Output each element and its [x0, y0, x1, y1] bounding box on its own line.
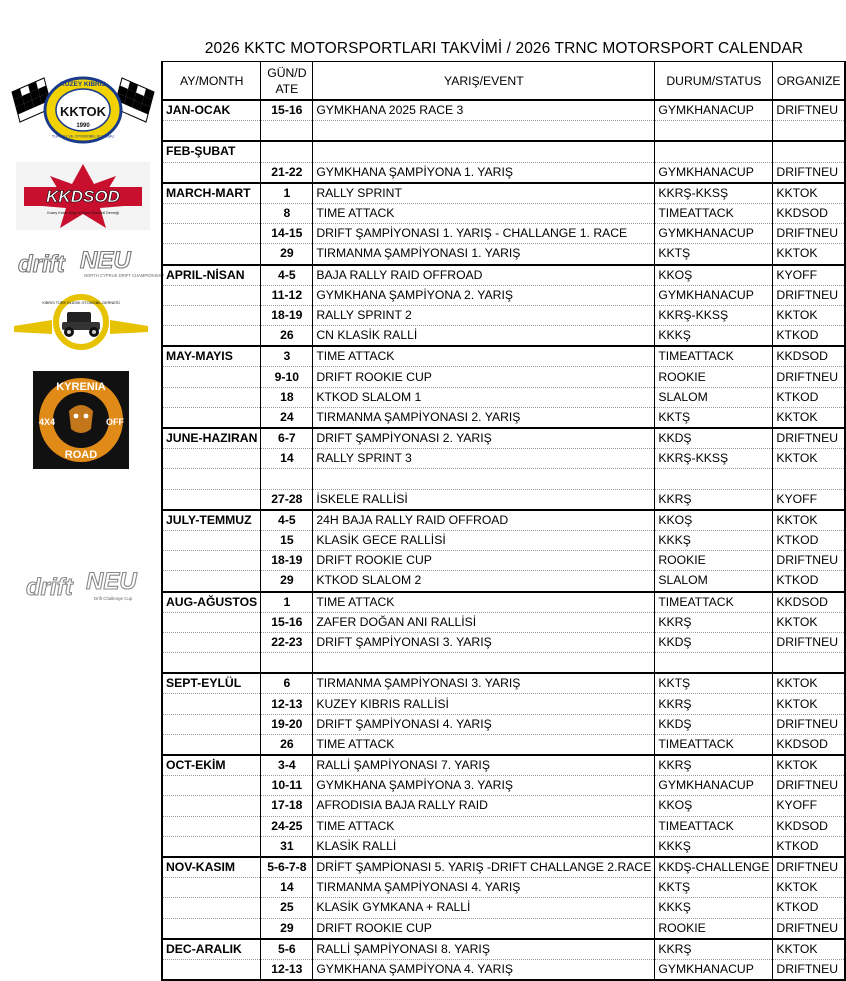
- event-cell: ZAFER DOĞAN ANI RALLİSİ: [313, 612, 655, 632]
- organizer-cell: DRIFTNEU: [773, 959, 845, 980]
- date-cell: 25: [261, 898, 313, 918]
- organizer-cell: KKDSOD: [773, 592, 845, 613]
- month-cell: [162, 489, 261, 510]
- event-cell: TIRMANMA ŞAMPİYONASI 4. YARIŞ: [313, 878, 655, 898]
- event-cell: KUZEY KIBRIS RALLİSİ: [313, 694, 655, 714]
- date-cell: 8: [261, 203, 313, 223]
- month-cell: [162, 326, 261, 347]
- date-cell: 15-16: [261, 100, 313, 121]
- organizer-cell: KTKOD: [773, 387, 845, 407]
- status-cell: KKTŞ: [655, 244, 773, 265]
- table-row: [162, 449, 845, 469]
- status-cell: GYMKHANACUP: [655, 285, 773, 305]
- status-cell: TIMEATTACK: [655, 734, 773, 755]
- klasik-otomobil-logo: [12, 296, 150, 348]
- organizer-cell: KKDSOD: [773, 203, 845, 223]
- date-cell: [261, 653, 313, 674]
- status-cell: KKRŞ-KKSŞ: [655, 449, 773, 469]
- organizer-cell: DRIFTNEU: [773, 632, 845, 652]
- date-cell: 1: [261, 592, 313, 613]
- organizer-cell: KKTOK: [773, 878, 845, 898]
- date-cell: 5-6-7-8: [261, 857, 313, 878]
- status-cell: GYMKHANACUP: [655, 224, 773, 244]
- status-cell: GYMKHANACUP: [655, 100, 773, 121]
- event-cell: KLASİK GYMKANA + RALLİ: [313, 898, 655, 918]
- organizer-cell: KKTOK: [773, 612, 845, 632]
- status-cell: KKDŞ: [655, 632, 773, 652]
- table-row: [162, 469, 845, 489]
- month-cell: [162, 918, 261, 939]
- organizer-cell: KKTOK: [773, 449, 845, 469]
- status-cell: KKOŞ: [655, 510, 773, 531]
- organizer-cell: KKTOK: [773, 407, 845, 428]
- month-cell: [162, 203, 261, 223]
- month-cell: [162, 571, 261, 592]
- date-cell: 11-12: [261, 285, 313, 305]
- status-cell: KKRŞ: [655, 939, 773, 960]
- organizer-cell: KTKOD: [773, 530, 845, 550]
- organizer-cell: [773, 469, 845, 489]
- date-cell: 29: [261, 244, 313, 265]
- date-cell: 5-6: [261, 939, 313, 960]
- page-title: 2026 KKTC MOTORSPORTLARI TAKVİMİ / 2026 TRNC MOTORSPORT CALENDAR: [204, 40, 804, 57]
- organizer-cell: KYOFF: [773, 796, 845, 816]
- date-cell: 18-19: [261, 551, 313, 571]
- event-cell: RALLİ ŞAMPİYONASI 8. YARIŞ: [313, 939, 655, 960]
- date-cell: 26: [261, 734, 313, 755]
- month-cell: [162, 959, 261, 980]
- event-cell: GYMKHANA ŞAMPİYONA 2. YARIŞ: [313, 285, 655, 305]
- kyrenia-top-text: KYRENIA: [56, 381, 106, 393]
- table-row: [162, 959, 845, 980]
- table-row: [162, 673, 845, 694]
- event-cell: KLASİK GECE RALLİSİ: [313, 530, 655, 550]
- calendar-table: [161, 61, 846, 981]
- status-cell: SLALOM: [655, 387, 773, 407]
- table-row: [162, 285, 845, 305]
- status-cell: KKTŞ: [655, 407, 773, 428]
- organizer-cell: KKTOK: [773, 305, 845, 325]
- date-cell: [261, 141, 313, 162]
- table-row: [162, 714, 845, 734]
- table-row: [162, 612, 845, 632]
- status-cell: KKRŞ: [655, 694, 773, 714]
- event-cell: DRIFT ŞAMPİYONASI 2. YARIŞ: [313, 428, 655, 449]
- table-row: [162, 224, 845, 244]
- status-cell: KKKŞ: [655, 836, 773, 857]
- organizer-cell: KKTOK: [773, 755, 845, 776]
- month-cell: [162, 387, 261, 407]
- organizer-cell: [773, 121, 845, 142]
- event-cell: KLASİK RALLİ: [313, 836, 655, 857]
- driftneu2-drift-text: drift: [26, 574, 73, 601]
- table-row: [162, 836, 845, 857]
- month-cell: [162, 285, 261, 305]
- date-cell: 9-10: [261, 367, 313, 387]
- event-cell: GYMKHANA ŞAMPİYONA 1. YARIŞ: [313, 162, 655, 183]
- table-row: [162, 428, 845, 449]
- status-cell: KKKŞ: [655, 530, 773, 550]
- date-cell: 29: [261, 918, 313, 939]
- organizer-cell: KYOFF: [773, 489, 845, 510]
- table-row: [162, 571, 845, 592]
- month-cell: [162, 162, 261, 183]
- event-cell: GYMKHANA ŞAMPİYONA 3. YARIŞ: [313, 776, 655, 796]
- event-cell: İSKELE RALLİSİ: [313, 489, 655, 510]
- table-row: [162, 244, 845, 265]
- event-cell: RALLİ ŞAMPİYONASI 7. YARIŞ: [313, 755, 655, 776]
- event-cell: RALLY SPRINT: [313, 183, 655, 204]
- date-cell: 6: [261, 673, 313, 694]
- date-cell: 21-22: [261, 162, 313, 183]
- table-row: [162, 632, 845, 652]
- organizer-cell: DRIFTNEU: [773, 100, 845, 121]
- month-cell: [162, 878, 261, 898]
- driftneu-drift-text: drift: [18, 251, 65, 278]
- status-cell: TIMEATTACK: [655, 816, 773, 836]
- kktok-bottom-text: TURING VE OTOMOBİL KURUMU: [51, 133, 115, 139]
- table-row: [162, 489, 845, 510]
- event-cell: TIME ATTACK: [313, 346, 655, 367]
- table-row: [162, 796, 845, 816]
- organizer-cell: KKTOK: [773, 510, 845, 531]
- event-cell: DRIFT ŞAMPİYONASI 4. YARIŞ: [313, 714, 655, 734]
- date-cell: 17-18: [261, 796, 313, 816]
- date-cell: 27-28: [261, 489, 313, 510]
- date-cell: [261, 469, 313, 489]
- driftneu-sub-text: NORTH CYPRUS DRIFT CHAMPIONSHIP: [84, 273, 165, 278]
- date-cell: 10-11: [261, 776, 313, 796]
- organizer-cell: DRIFTNEU: [773, 367, 845, 387]
- event-cell: CN KLASİK RALLİ: [313, 326, 655, 347]
- month-cell: OCT-EKİM: [162, 755, 261, 776]
- month-cell: [162, 121, 261, 142]
- kkdsod-logo: [16, 162, 150, 230]
- kktok-top-text: KUZEY KIBRIS: [60, 81, 106, 88]
- organizer-cell: [773, 653, 845, 674]
- event-cell: TIRMANMA ŞAMPİYONASI 2. YARIŞ: [313, 407, 655, 428]
- event-cell: RALLY SPRINT 2: [313, 305, 655, 325]
- table-row: [162, 857, 845, 878]
- month-cell: [162, 632, 261, 652]
- status-cell: KKDŞ: [655, 428, 773, 449]
- status-cell: KKRŞ: [655, 489, 773, 510]
- event-cell: TIME ATTACK: [313, 734, 655, 755]
- event-cell: GYMKHANA 2025 RACE 3: [313, 100, 655, 121]
- organizer-cell: [773, 141, 845, 162]
- event-cell: TIME ATTACK: [313, 203, 655, 223]
- date-cell: 14: [261, 878, 313, 898]
- organizer-cell: DRIFTNEU: [773, 224, 845, 244]
- kyrenia-offroad-logo: [33, 371, 129, 469]
- organizer-cell: KTKOD: [773, 326, 845, 347]
- month-cell: [162, 305, 261, 325]
- header-row: [162, 62, 845, 101]
- table-row: [162, 305, 845, 325]
- status-cell: ROOKIE: [655, 367, 773, 387]
- status-cell: KKTŞ: [655, 878, 773, 898]
- event-cell: TIME ATTACK: [313, 816, 655, 836]
- kyrenia-right-text: OFF: [106, 417, 124, 427]
- kyrenia-left-text: 4X4: [38, 417, 56, 427]
- status-cell: KKRŞ: [655, 755, 773, 776]
- date-cell: [261, 121, 313, 142]
- event-cell: KTKOD SLALOM 2: [313, 571, 655, 592]
- month-cell: [162, 836, 261, 857]
- date-cell: 12-13: [261, 694, 313, 714]
- month-cell: [162, 734, 261, 755]
- month-cell: SEPT-EYLÜL: [162, 673, 261, 694]
- month-cell: APRIL-NİSAN: [162, 265, 261, 286]
- organizer-cell: DRIFTNEU: [773, 162, 845, 183]
- status-cell: KKKŞ: [655, 326, 773, 347]
- month-cell: [162, 407, 261, 428]
- table-row: [162, 265, 845, 286]
- organizer-cell: DRIFTNEU: [773, 776, 845, 796]
- event-cell: RALLY SPRINT 3: [313, 449, 655, 469]
- driftneu-challenge-logo: [24, 563, 152, 611]
- table-row: [162, 755, 845, 776]
- status-cell: ROOKIE: [655, 551, 773, 571]
- table-row: [162, 878, 845, 898]
- header-status: DURUM/STATUS: [655, 62, 773, 101]
- event-cell: [313, 469, 655, 489]
- date-cell: 14: [261, 449, 313, 469]
- organizer-cell: DRIFTNEU: [773, 551, 845, 571]
- organizer-cell: DRIFTNEU: [773, 857, 845, 878]
- date-cell: 22-23: [261, 632, 313, 652]
- driftneu2-sub-text: Drift Challenge Cup: [94, 596, 133, 601]
- date-cell: 15-16: [261, 612, 313, 632]
- event-cell: TIRMANMA ŞAMPİYONASI 3. YARIŞ: [313, 673, 655, 694]
- kktok-logo: [10, 74, 156, 144]
- sponsor-logos: [0, 62, 165, 974]
- date-cell: 24-25: [261, 816, 313, 836]
- month-cell: [162, 653, 261, 674]
- date-cell: 12-13: [261, 959, 313, 980]
- date-cell: 3: [261, 346, 313, 367]
- status-cell: KKKŞ: [655, 898, 773, 918]
- organizer-cell: KKDSOD: [773, 816, 845, 836]
- event-cell: DRİFT ŞAMPİONASI 5. YARIŞ -DRIFT CHALLANGE 2.RACE: [313, 857, 655, 878]
- event-cell: 24H BAJA RALLY RAID OFFROAD: [313, 510, 655, 531]
- table-row: [162, 918, 845, 939]
- month-cell: JAN-OCAK: [162, 100, 261, 121]
- status-cell: KKRŞ-KKSŞ: [655, 183, 773, 204]
- event-cell: GYMKHANA ŞAMPİYONA 4. YARIŞ: [313, 959, 655, 980]
- table-row: [162, 183, 845, 204]
- date-cell: 6-7: [261, 428, 313, 449]
- month-cell: [162, 449, 261, 469]
- status-cell: [655, 653, 773, 674]
- date-cell: 4-5: [261, 510, 313, 531]
- event-cell: [313, 141, 655, 162]
- month-cell: [162, 612, 261, 632]
- organizer-cell: KKDSOD: [773, 346, 845, 367]
- organizer-cell: KKTOK: [773, 939, 845, 960]
- header-event: YARIŞ/EVENT: [313, 62, 655, 101]
- status-cell: [655, 469, 773, 489]
- kktok-year-text: 1990: [76, 123, 90, 129]
- date-cell: 14-15: [261, 224, 313, 244]
- event-cell: [313, 121, 655, 142]
- month-cell: [162, 816, 261, 836]
- table-row: [162, 346, 845, 367]
- month-cell: [162, 224, 261, 244]
- event-cell: TIRMANMA ŞAMPİYONASI 1. YARIŞ: [313, 244, 655, 265]
- month-cell: NOV-KASIM: [162, 857, 261, 878]
- organizer-cell: DRIFTNEU: [773, 428, 845, 449]
- table-row: [162, 530, 845, 550]
- organizer-cell: KKTOK: [773, 244, 845, 265]
- date-cell: 18: [261, 387, 313, 407]
- month-cell: [162, 898, 261, 918]
- status-cell: KKOŞ: [655, 265, 773, 286]
- event-cell: [313, 653, 655, 674]
- driftneu-logo: [14, 242, 165, 284]
- month-cell: MARCH-MART: [162, 183, 261, 204]
- month-cell: JUNE-HAZIRAN: [162, 428, 261, 449]
- date-cell: 19-20: [261, 714, 313, 734]
- status-cell: GYMKHANACUP: [655, 776, 773, 796]
- table-row: [162, 653, 845, 674]
- date-cell: 31: [261, 836, 313, 857]
- klasik-ring-text: KIBRIS TÜRK KLASİK OTOMOBİL DERNEĞİ: [42, 301, 120, 305]
- event-cell: BAJA RALLY RAID OFFROAD: [313, 265, 655, 286]
- month-cell: [162, 367, 261, 387]
- status-cell: GYMKHANACUP: [655, 162, 773, 183]
- status-cell: TIMEATTACK: [655, 203, 773, 223]
- table-row: [162, 326, 845, 347]
- status-cell: KKRŞ-KKSŞ: [655, 305, 773, 325]
- organizer-cell: KTKOD: [773, 571, 845, 592]
- organizer-cell: KKTOK: [773, 694, 845, 714]
- month-cell: AUG-AĞUSTOS: [162, 592, 261, 613]
- kkdsod-name-text: KKDSOD: [46, 187, 120, 206]
- month-cell: [162, 796, 261, 816]
- table-row: [162, 510, 845, 531]
- table-row: [162, 898, 845, 918]
- status-cell: ROOKIE: [655, 918, 773, 939]
- organizer-cell: DRIFTNEU: [773, 285, 845, 305]
- kkdsod-sub-text: Kuzey Kıbrıs Drag ve Spor Otomobil Derneği: [47, 211, 119, 215]
- status-cell: KKDŞ-CHALLENGE: [655, 857, 773, 878]
- table-row: [162, 592, 845, 613]
- status-cell: GYMKHANACUP: [655, 959, 773, 980]
- table-row: [162, 551, 845, 571]
- event-cell: DRIFT ROOKIE CUP: [313, 367, 655, 387]
- status-cell: TIMEATTACK: [655, 346, 773, 367]
- event-cell: KTKOD SLALOM 1: [313, 387, 655, 407]
- date-cell: 26: [261, 326, 313, 347]
- month-cell: [162, 694, 261, 714]
- organizer-cell: KTKOD: [773, 836, 845, 857]
- month-cell: [162, 714, 261, 734]
- table-row: [162, 162, 845, 183]
- date-cell: 24: [261, 407, 313, 428]
- status-cell: KKOŞ: [655, 796, 773, 816]
- month-cell: [162, 776, 261, 796]
- table-row: [162, 734, 845, 755]
- event-cell: DRIFT ŞAMPİYONASI 1. YARIŞ - CHALLANGE 1. RACE: [313, 224, 655, 244]
- organizer-cell: KTKOD: [773, 898, 845, 918]
- table-row: [162, 141, 845, 162]
- month-cell: DEC-ARALIK: [162, 939, 261, 960]
- calendar-body: [162, 100, 845, 980]
- table-row: [162, 203, 845, 223]
- month-cell: [162, 551, 261, 571]
- header-date: GÜN/DATE: [261, 62, 313, 101]
- kyrenia-bottom-text: ROAD: [64, 449, 98, 461]
- header-organize: ORGANIZE: [773, 62, 845, 101]
- table-row: [162, 407, 845, 428]
- date-cell: 18-19: [261, 305, 313, 325]
- month-cell: JULY-TEMMUZ: [162, 510, 261, 531]
- event-cell: AFRODISIA BAJA RALLY RAID: [313, 796, 655, 816]
- event-cell: DRIFT ROOKIE CUP: [313, 918, 655, 939]
- organizer-cell: KKDSOD: [773, 734, 845, 755]
- status-cell: TIMEATTACK: [655, 592, 773, 613]
- driftneu2-neu-text: NEU: [86, 568, 137, 595]
- event-cell: DRIFT ROOKIE CUP: [313, 551, 655, 571]
- status-cell: SLALOM: [655, 571, 773, 592]
- event-cell: DRIFT ŞAMPİYONASI 3. YARIŞ: [313, 632, 655, 652]
- table-row: [162, 694, 845, 714]
- organizer-cell: KKTOK: [773, 183, 845, 204]
- table-row: [162, 367, 845, 387]
- date-cell: 15: [261, 530, 313, 550]
- table-row: [162, 121, 845, 142]
- status-cell: [655, 121, 773, 142]
- status-cell: KKDŞ: [655, 714, 773, 734]
- date-cell: 4-5: [261, 265, 313, 286]
- organizer-cell: DRIFTNEU: [773, 918, 845, 939]
- month-cell: MAY-MAYIS: [162, 346, 261, 367]
- status-cell: KKRŞ: [655, 612, 773, 632]
- driftneu-neu-text: NEU: [80, 247, 131, 274]
- month-cell: FEB-ŞUBAT: [162, 141, 261, 162]
- table-row: [162, 939, 845, 960]
- organizer-cell: KYOFF: [773, 265, 845, 286]
- month-cell: [162, 469, 261, 489]
- organizer-cell: DRIFTNEU: [773, 714, 845, 734]
- header-month: AY/MONTH: [162, 62, 261, 101]
- event-cell: TIME ATTACK: [313, 592, 655, 613]
- organizer-cell: KKTOK: [773, 673, 845, 694]
- status-cell: [655, 141, 773, 162]
- date-cell: 29: [261, 571, 313, 592]
- status-cell: KKTŞ: [655, 673, 773, 694]
- month-cell: [162, 530, 261, 550]
- table-row: [162, 100, 845, 121]
- month-cell: [162, 244, 261, 265]
- table-row: [162, 816, 845, 836]
- date-cell: 3-4: [261, 755, 313, 776]
- table-row: [162, 776, 845, 796]
- date-cell: 1: [261, 183, 313, 204]
- kktok-name-text: KKTOK: [60, 104, 106, 119]
- table-row: [162, 387, 845, 407]
